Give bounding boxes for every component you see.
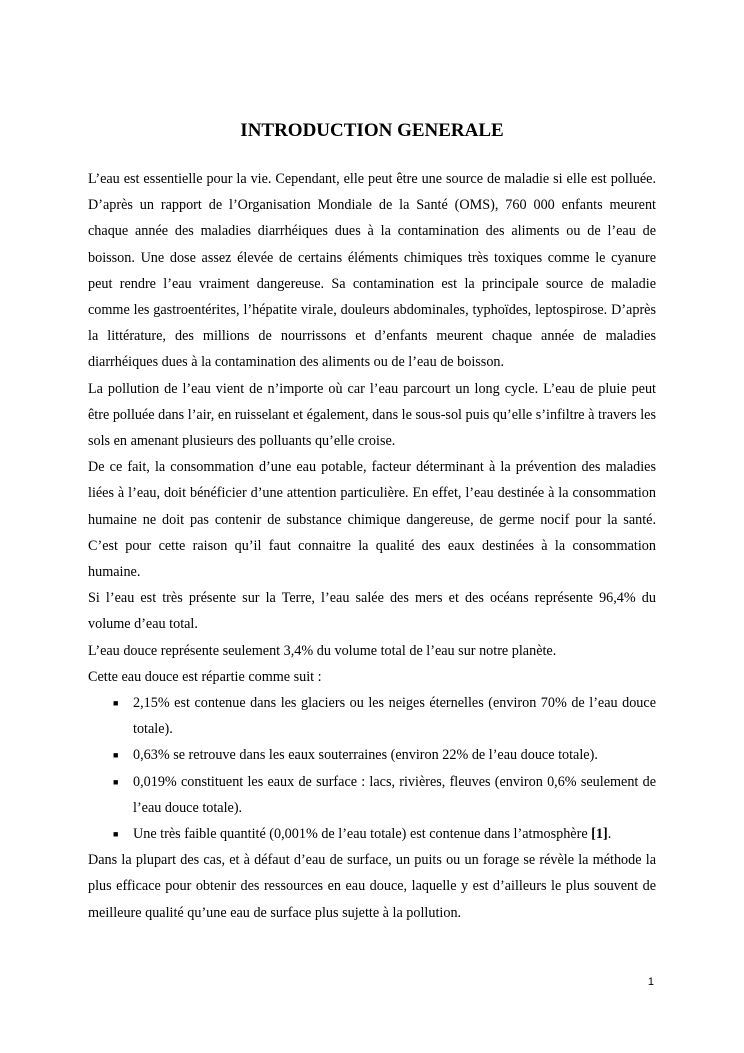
list-item (113, 690, 656, 742)
list-item-text: 2,15% est contenue dans les glaciers ou les neiges éternelles (environ 70% de l’eau douce totale). (133, 695, 656, 738)
list-item-text: Une très faible quantité (0,001% de l’eau totale) est contenue dans l’atmosphère (133, 826, 592, 843)
square-bullet-icon: ■ (113, 750, 119, 761)
citation-reference[interactable]: [1] (591, 826, 608, 843)
square-bullet-icon: ■ (113, 829, 119, 840)
paragraph-6: Cette eau douce est répartie comme suit : (88, 668, 322, 685)
list-item (113, 742, 656, 768)
list-item (113, 821, 656, 847)
list-item (113, 769, 656, 821)
list-item-text: 0,019% constituent les eaux de surface : lacs, rivières, fleuves (environ 0,6% seulement de l’eau douce totale). (133, 773, 656, 816)
page-number: 1 (647, 976, 654, 988)
list-item-suffix: . (607, 826, 612, 843)
paragraph-5: L’eau douce représente seulement 3,4% du volume total de l’eau sur notre planète. (88, 642, 557, 659)
list-item-text: 0,63% se retrouve dans les eaux souterraines (environ 22% de l’eau douce totale). (133, 747, 598, 764)
paragraph-1: L’eau est essentielle pour la vie. Cependant, elle peut être une source de maladie si elle est polluée. D’après un rapport de l’Organisation Mondiale de la Santé (OMS), 760 000 enfants meurent chaque année des maladies diarrhéiques dues à la contamination des aliments ou de l’eau de boisson. Une dose assez élevée de certains éléments chimiques très toxiques comme le cyanure peut rendre l’eau vraiment dangereuse. Sa contamination est la principale source de maladie comme les gastroentérites, l’hépatite virale, douleurs abdominales, typhoïdes, leptospirose. D’après la littérature, des millions de nourrissons et d’enfants meurent chaque année de maladies diarrhéiques dues à la contamination des aliments ou de l’eau de boisson. (88, 171, 656, 371)
paragraph-4: Si l’eau est très présente sur la Terre, l’eau salée des mers et des océans représente 96,4% du volume d’eau total. (88, 590, 656, 633)
paragraph-7: Dans la plupart des cas, et à défaut d’eau de surface, un puits ou un forage se révèle la méthode la plus efficace pour obtenir des ressources en eau douce, laquelle y est d’ailleurs le plus souvent de meilleure qualité qu’une eau de surface plus sujette à la pollution. (88, 852, 656, 921)
page-title: INTRODUCTION GENERALE (240, 120, 504, 141)
square-bullet-icon: ■ (113, 776, 119, 787)
body-text (88, 166, 656, 926)
square-bullet-icon: ■ (113, 698, 119, 709)
paragraph-2: La pollution de l’eau vient de n’importe où car l’eau parcourt un long cycle. L’eau de pluie peut être polluée dans l’air, en ruisselant et également, dans le sous-sol puis qu’elle s’infiltre à travers les sols en amenant plusieurs des polluants qu’elle croise. (88, 380, 656, 450)
bullet-list (88, 690, 656, 847)
paragraph-3: De ce fait, la consommation d’une eau potable, facteur déterminant à la prévention des maladies liées à l’eau, doit bénéficier d’une attention particulière. En effet, l’eau destinée à la consommation humaine ne doit pas contenir de substance chimique dangereuse, de germe nocif pour la santé. C’est pour cette raison qu’il faut connaitre la qualité des eaux destinées à la consommation humaine. (88, 459, 656, 581)
